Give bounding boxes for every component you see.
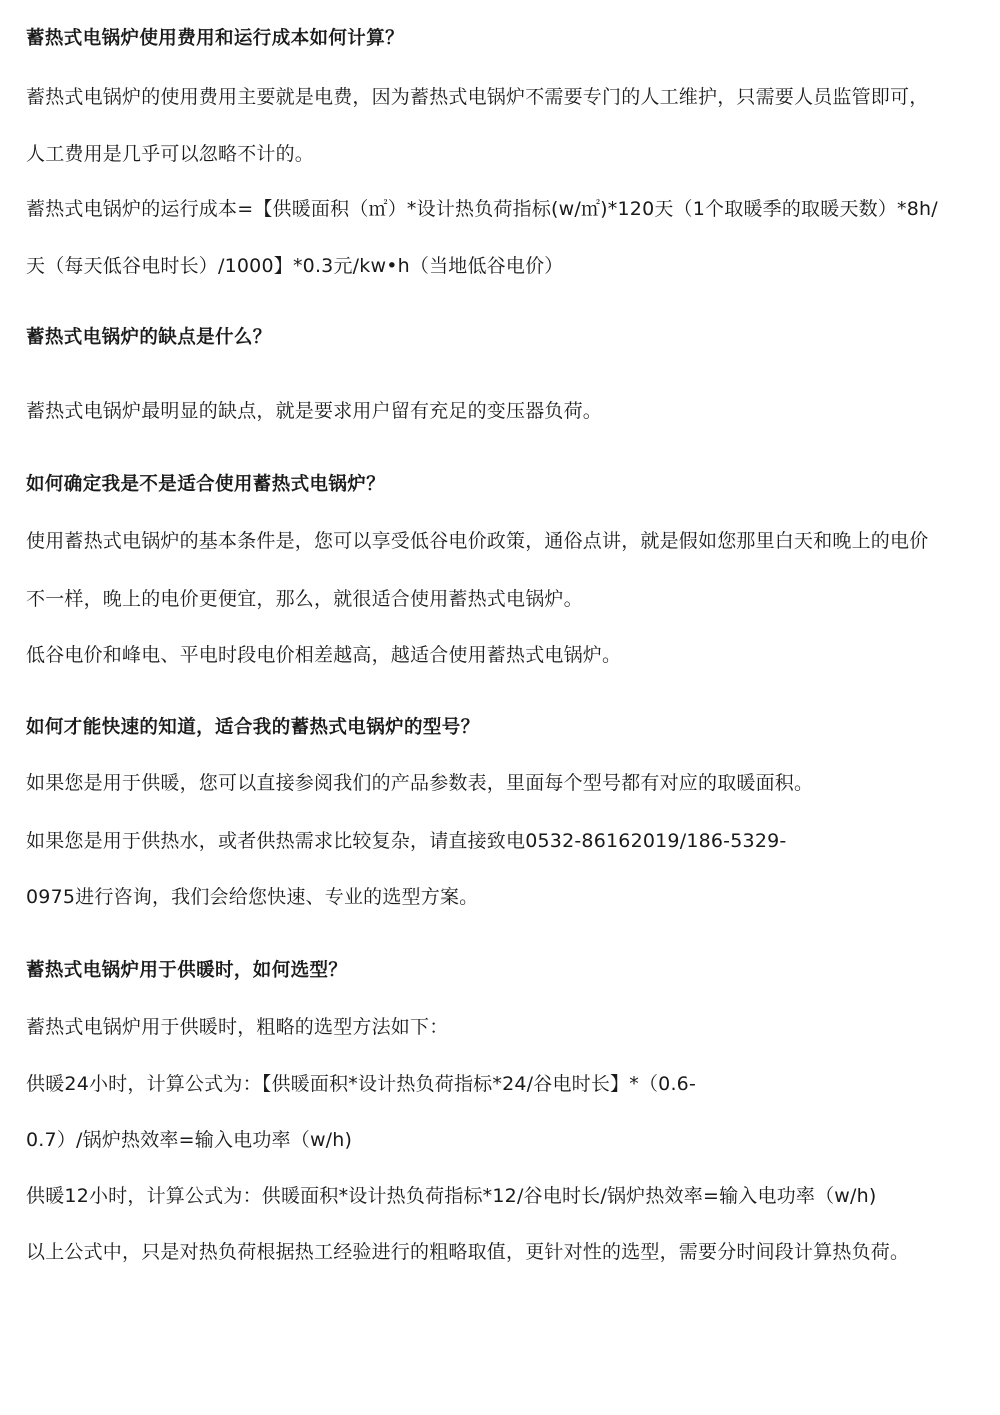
paragraph-line: 使用蓄热式电锅炉的基本条件是，您可以享受低谷电价政策，通俗点讲，就是假如您那里白天和晚上的电价 — [26, 530, 929, 552]
section-heading-suitability: 如何确定我是不是适合使用蓄热式电锅炉？ — [26, 474, 386, 495]
paragraph-line: 蓄热式电锅炉最明显的缺点，就是要求用户留有充足的变压器负荷。 — [26, 400, 603, 422]
paragraph-line: 以上公式中，只是对热负荷根据热工经验进行的粗略取值，更针对性的选型，需要分时间段计算热负荷。 — [26, 1241, 910, 1263]
paragraph-line: 蓄热式电锅炉用于供暖时，粗略的选型方法如下： — [26, 1016, 449, 1038]
section-heading-model: 如何才能快速的知道，适合我的蓄热式电锅炉的型号？ — [26, 717, 480, 738]
paragraph-line: 不一样，晚上的电价更便宜，那么，就很适合使用蓄热式电锅炉。 — [26, 588, 583, 610]
section-heading-drawbacks: 蓄热式电锅炉的缺点是什么？ — [26, 327, 272, 348]
section-heading-selection: 蓄热式电锅炉用于供暖时，如何选型？ — [26, 960, 348, 981]
formula-line: 0.7）/锅炉热效率=输入电功率（w/h) — [26, 1129, 353, 1151]
formula-line: 天（每天低谷电时长）/1000】*0.3元/kw•h（当地低谷电价） — [26, 255, 564, 277]
paragraph-line: 低谷电价和峰电、平电时段电价相差越高，越适合使用蓄热式电锅炉。 — [26, 644, 622, 666]
formula-line: 供暖24小时，计算公式为：【供暖面积*设计热负荷指标*24/谷电时长】*（0.6- — [26, 1073, 697, 1095]
section-heading-cost: 蓄热式电锅炉使用费用和运行成本如何计算？ — [26, 28, 405, 49]
contact-line: 0975进行咨询，我们会给您快速、专业的选型方案。 — [26, 886, 479, 908]
paragraph-line: 蓄热式电锅炉的使用费用主要就是电费，因为蓄热式电锅炉不需要专门的人工维护，只需要人员监管即可， — [26, 86, 929, 108]
paragraph-line: 如果您是用于供暖，您可以直接参阅我们的产品参数表，里面每个型号都有对应的取暖面积。 — [26, 772, 814, 794]
paragraph-line: 人工费用是几乎可以忽略不计的。 — [26, 143, 315, 165]
contact-line: 如果您是用于供热水，或者供热需求比较复杂，请直接致电0532-86162019/186-5329- — [26, 830, 787, 852]
formula-line: 蓄热式电锅炉的运行成本=【供暖面积（㎡）*设计热负荷指标(w/㎡)*120天（1个取暖季的取暖天数）*8h/ — [26, 198, 938, 220]
formula-line: 供暖12小时，计算公式为：供暖面积*设计热负荷指标*12/谷电时长/锅炉热效率=输入电功率（w/h) — [26, 1185, 877, 1207]
